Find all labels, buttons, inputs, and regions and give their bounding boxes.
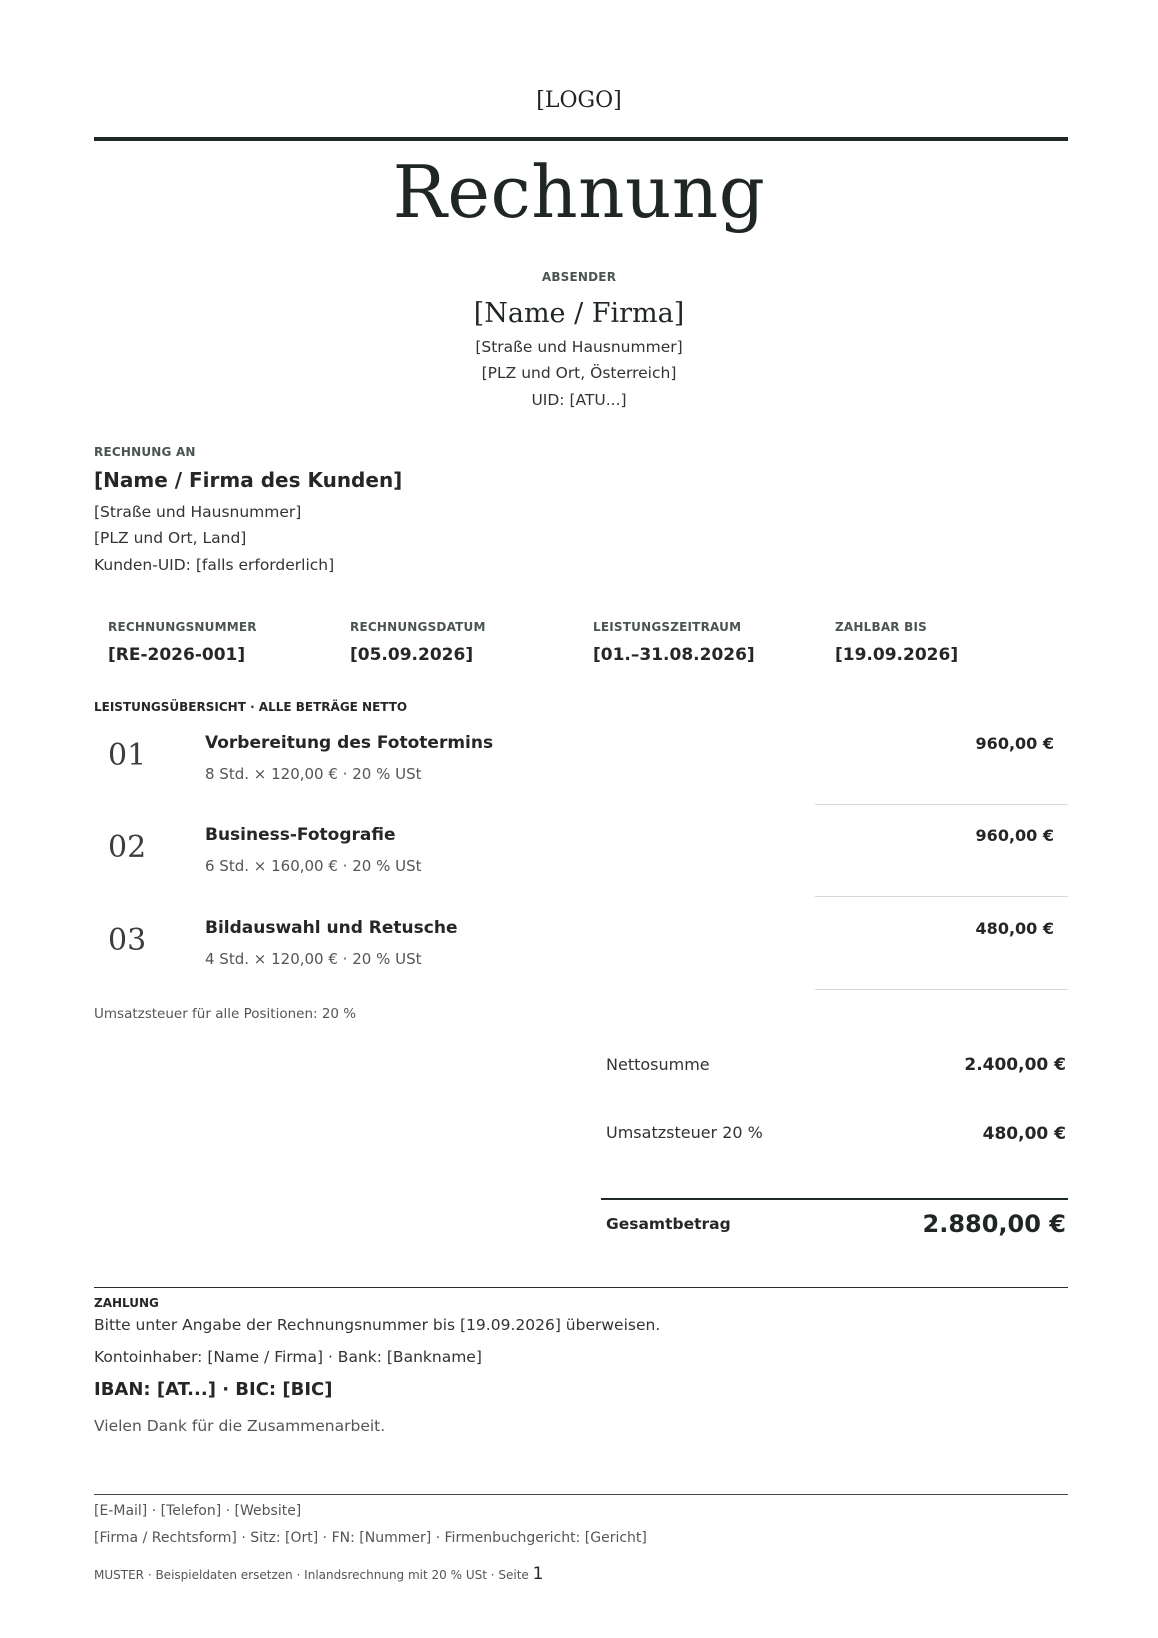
position-title: Business-Fotografie xyxy=(205,825,396,845)
total-divider xyxy=(601,1198,1068,1200)
due-date-value: [19.09.2026] xyxy=(835,645,959,665)
client-label: RECHNUNG AN xyxy=(94,445,196,459)
logo-placeholder: [LOGO] xyxy=(536,88,622,113)
position-amount: 960,00 € xyxy=(975,734,1054,753)
thank-you-note: Vielen Dank für die Zusammenarbeit. xyxy=(94,1417,386,1435)
invoice-number-value: [RE-2026-001] xyxy=(108,645,246,665)
position-amount: 480,00 € xyxy=(975,919,1054,938)
position-number: 03 xyxy=(108,923,147,958)
document-title: Rechnung xyxy=(392,150,766,234)
page-number: 1 xyxy=(532,1564,544,1584)
service-period-value: [01.–31.08.2026] xyxy=(593,645,755,665)
position-divider xyxy=(815,896,1068,897)
vat-total-value: 480,00 € xyxy=(982,1124,1066,1144)
position-number: 01 xyxy=(108,738,147,773)
client-street: [Straße und Hausnummer] xyxy=(94,503,302,521)
client-name: [Name / Firma des Kunden] xyxy=(94,468,403,492)
footer-note xyxy=(94,1564,543,1584)
position-detail: 4 Std. × 120,00 € · 20 % USt xyxy=(205,950,422,968)
footer-company: [Firma / Rechtsform] · Sitz: [Ort] · FN: [Nummer] · Firmenbuchgericht: [Gericht] xyxy=(94,1530,647,1546)
invoice-date-label: RECHNUNGSDATUM xyxy=(350,620,486,634)
sender-name: [Name / Firma] xyxy=(473,298,685,329)
footer-contact: [E-Mail] · [Telefon] · [Website] xyxy=(94,1503,302,1519)
invoice-date-value: [05.09.2026] xyxy=(350,645,474,665)
grand-total-value: 2.880,00 € xyxy=(922,1210,1066,1238)
client-city: [PLZ und Ort, Land] xyxy=(94,529,247,547)
footer-divider xyxy=(94,1494,1068,1495)
grand-total-label: Gesamtbetrag xyxy=(606,1215,731,1233)
sender-uid: UID: [ATU...] xyxy=(531,391,627,409)
position-divider xyxy=(815,989,1068,990)
payment-label: ZAHLUNG xyxy=(94,1296,159,1310)
position-title: Bildauswahl und Retusche xyxy=(205,918,458,938)
sender-city: [PLZ und Ort, Österreich] xyxy=(481,364,677,382)
payment-iban: IBAN: [AT...] · BIC: [BIC] xyxy=(94,1379,333,1400)
sender-label: ABSENDER xyxy=(541,270,617,284)
footer-note-text: MUSTER · Beispieldaten ersetzen · Inlandsrechnung mit 20 % USt · Seite xyxy=(94,1568,529,1582)
vat-note: Umsatzsteuer für alle Positionen: 20 % xyxy=(94,1006,357,1022)
client-uid: Kunden-UID: [falls erforderlich] xyxy=(94,556,335,574)
position-divider xyxy=(815,804,1068,805)
due-date-label: ZAHLBAR BIS xyxy=(835,620,927,634)
position-number: 02 xyxy=(108,830,147,865)
payment-divider xyxy=(94,1287,1068,1288)
header-divider xyxy=(94,137,1068,141)
position-title: Vorbereitung des Fototermins xyxy=(205,733,494,753)
invoice-number-label: RECHNUNGSNUMMER xyxy=(108,620,257,634)
sender-street: [Straße und Hausnummer] xyxy=(475,338,683,356)
service-period-label: LEISTUNGSZEITRAUM xyxy=(593,620,742,634)
position-detail: 8 Std. × 120,00 € · 20 % USt xyxy=(205,765,422,783)
position-amount: 960,00 € xyxy=(975,826,1054,845)
net-total-label: Nettosumme xyxy=(606,1055,710,1074)
position-detail: 6 Std. × 160,00 € · 20 % USt xyxy=(205,857,422,875)
net-total-value: 2.400,00 € xyxy=(964,1055,1066,1075)
positions-section-label: LEISTUNGSÜBERSICHT · ALLE BETRÄGE NETTO xyxy=(94,700,408,714)
payment-instruction: Bitte unter Angabe der Rechnungsnummer bis [19.09.2026] überweisen. xyxy=(94,1316,661,1334)
payment-account: Kontoinhaber: [Name / Firma] · Bank: [Bankname] xyxy=(94,1348,482,1366)
vat-total-label: Umsatzsteuer 20 % xyxy=(606,1123,763,1142)
